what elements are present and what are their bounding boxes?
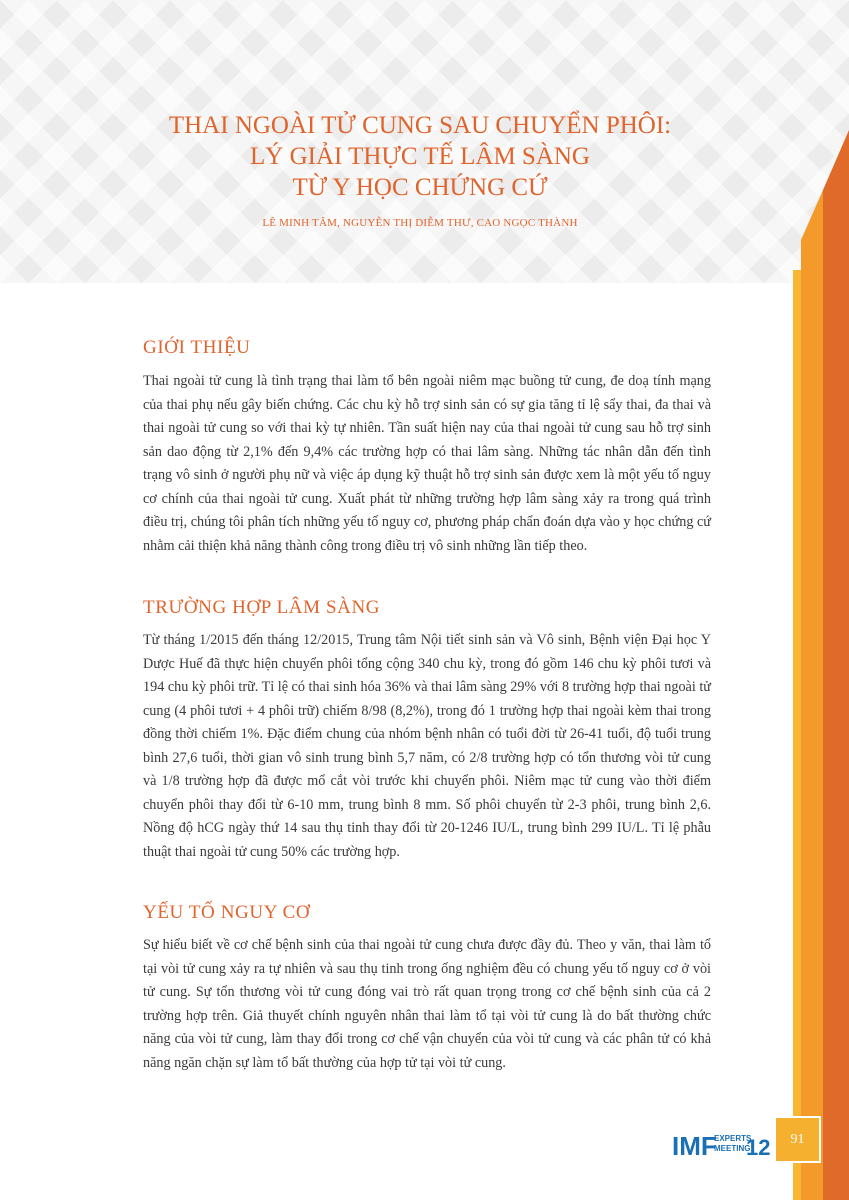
title-line: TỪ Y HỌC CHỨNG CỨ [292,174,548,201]
experts-meeting-logo [672,1124,771,1164]
side-stripes-decoration [779,0,849,1200]
title-line: THAI NGOÀI TỬ CUNG SAU CHUYỂN PHÔI: [168,112,672,139]
article-title [100,110,740,203]
section-heading-introduction: GIỚI THIỆU [143,337,251,358]
title-line: LÝ GIẢI THỰC TẾ LÂM SÀNG [250,143,590,170]
section-body-clinical-case: Từ tháng 1/2015 đến tháng 12/2015, Trung tâm Nội tiết sinh sản và Vô sinh, Bệnh viện Đại học Y Dược Huế đã thực hiện chuyển phôi tổng cộng 340 chu kỳ, trong đó gồm 146 chu kỳ phôi tươi và 194 chu kỳ phôi trữ. Tỉ lệ có thai sinh hóa 36% và thai lâm sàng 29% với 8 trường hợp thai ngoài tử cung (4 phôi tươi + 4 phôi trữ) chiếm 8/98 (8,2%), trong đó 1 trường hợp thai ngoài kèm thai trong đồng thời chiếm 1%. Đặc điểm chung của nhóm bệnh nhân có tuổi đời từ 26-41 tuổi, độ tuổi trung bình 27,6 tuổi, thời gian vô sinh trung bình 5,7 năm, có 2/8 trường hợp có tổn thương vòi tử cung và 1/8 trường hợp đã được mổ cắt vòi trước khi chuyển phôi. Niêm mạc tử cung vào thời điểm chuyển phôi thay đổi từ 6-10 mm, trung bình 8 mm. Số phôi chuyển từ 2-3 phôi, trung bình 2,6. Nồng độ hCG ngày thứ 14 sau thụ tinh thay đổi từ 20-1246 IU/L, trung bình 299 IU/L. Tỉ lệ phẫu thuật thai ngoài tử cung 50% các trường hợp. [143,632,711,860]
logo-mark: IMF [672,1131,717,1161]
logo-line-meeting: MEETING [714,1144,751,1153]
section-heading-risk-factors: YẾU TỐ NGUY CƠ [143,902,311,923]
section-body-introduction: Thai ngoài tử cung là tình trạng thai làm tổ bên ngoài niêm mạc buồng tử cung, đe doạ tính mạng của thai phụ nếu gây biến chứng. Các chu kỳ hỗ trợ sinh sản có sự gia tăng tỉ lệ sẩy thai, đa thai và thai ngoài tử cung so với thai kỳ tự nhiên. Tần suất hiện nay của thai ngoài tử cung sau hỗ trợ sinh sản dao động từ 2,1% đến 9,4% các trường hợp có thai lâm sàng. Những tác nhân dẫn đến tình trạng vô sinh ở người phụ nữ và việc áp dụng kỹ thuật hỗ trợ sinh sản được xem là một yếu tố nguy cơ chính của thai ngoài tử cung. Xuất phát từ những trường hợp lâm sàng xảy ra trong quá trình điều trị, chúng tôi phân tích những yếu tố nguy cơ, phương pháp chẩn đoán dựa vào y học chứng cứ nhằm cải thiện khả năng thành công trong điều trị vô sinh những lần tiếp theo. [143,373,711,554]
section-body-risk-factors: Sự hiểu biết về cơ chế bệnh sinh của thai ngoài tử cung chưa được đầy đủ. Theo y văn, thai làm tổ tại vòi tử cung xảy ra tự nhiên và sau thụ tinh trong ống nghiệm đều có chung yếu tố nguy cơ ở vòi tử cung. Sự tổn thương vòi tử cung đóng vai trò rất quan trọng trong cơ chế bệnh sinh của cả 2 trường hợp trên. Giả thuyết chính nguyên nhân thai làm tổ tại vòi tử cung là do bất thường chức năng của vòi tử cung, làm thay đổi trong cơ chế vận chuyển của vòi tử cung và các phân tử có khả năng ngăn chặn sự làm tổ bất thường của hợp tử tại vòi tử cung. [143,937,711,1071]
author-list: LÊ MINH TÂM, NGUYỄN THỊ DIỄM THƯ, CAO NGỌC THÀNH [262,217,578,229]
logo-line-experts: EXPERTS [714,1134,752,1143]
section-heading-clinical-case: TRƯỜNG HỢP LÂM SÀNG [143,597,381,618]
logo-number: 12 [746,1135,771,1160]
page-number: 91 [774,1116,821,1163]
